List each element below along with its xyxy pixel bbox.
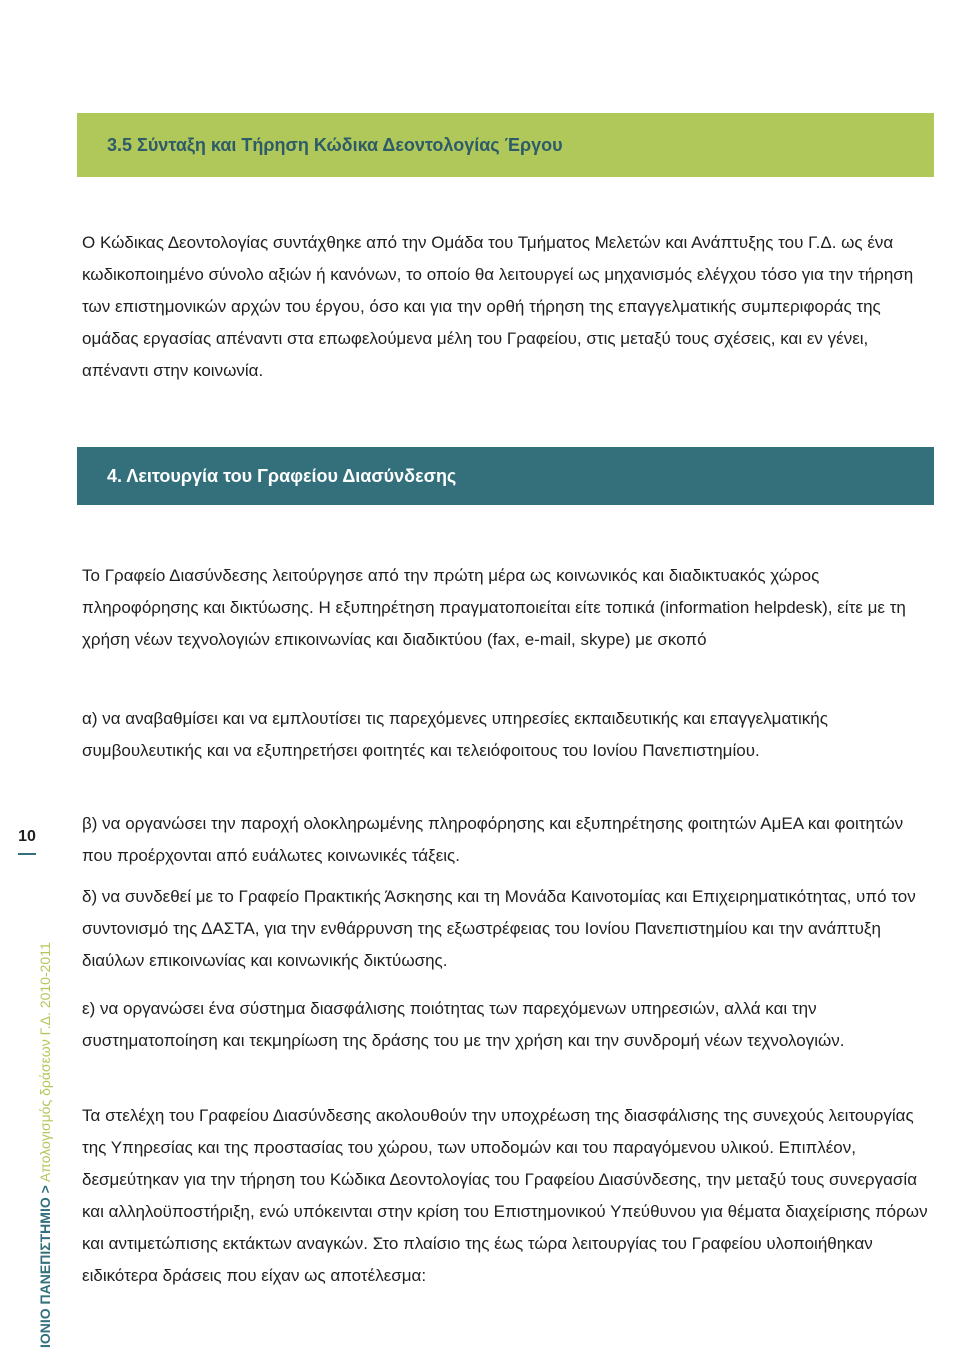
sidebar-running-title <box>37 942 53 1348</box>
goal-item-b: β) να οργανώσει την παροχή ολοκληρωμένης πληροφόρησης και εξυπηρέτησης φοιτητών ΑμΕΑ και φοιτητών που προέρχονται από ευάλωτες κοινωνικές τάξεις. <box>82 814 904 865</box>
code-of-ethics-paragraph: Ο Κώδικας Δεοντολογίας συντάχθηκε από την Ομάδα του Τμήματος Μελετών και Ανάπτυξης του Γ.Δ. ως ένα κωδικοποιημένο σύνολο αξιών ή κανόνων, το οποίο θα λειτουργεί ως μηχανισμός ελέγχου τόσο για την τήρηση των επιστημονικών αρχών του έργου, όσο και για την ορθή τήρηση της επαγγελματικής συμπεριφοράς της ομάδας εργασίας απέναντι στα επωφελούμενα μέλη του Γραφείου, στις μεταξύ τους σχέσεις, και εν γένει, απέναντι στην κοινωνία. <box>82 233 914 380</box>
page-number-rule <box>18 853 36 855</box>
section-3-5-banner <box>77 113 934 177</box>
sidebar-university: ΙΟΝΙΟ ΠΑΝΕΠΙΣΤΗΜΙΟ > <box>37 1185 53 1348</box>
goal-item-d: δ) να συνδεθεί με το Γραφείο Πρακτικής Άσκησης και τη Μονάδα Καινοτομίας και Επιχειρηματικότητας, υπό τον συντονισμό της ΔΑΣΤΑ, για την ενθάρρυνση της εξωστρέφειας του Ιονίου Πανεπιστημίου και την ανάπτυξη διαύλων επικοινωνίας και κοινωνικής δικτύωσης. <box>82 887 916 970</box>
office-operation-paragraph: Το Γραφείο Διασύνδεσης λειτούργησε από την πρώτη μέρα ως κοινωνικός και διαδικτυακός χώρος πληροφόρησης και δικτύωσης. Η εξυπηρέτηση πραγματοποιείται είτε τοπικά (information helpdesk), είτε με τη χρήση νέων τεχνολογιών επικοινωνίας και διαδικτύου (fax, e-mail, skype) με σκοπό <box>82 566 906 649</box>
section-4-title: 4. Λειτουργία του Γραφείου Διασύνδεσης <box>107 465 457 486</box>
section-3-5-title: 3.5 Σύνταξη και Τήρηση Κώδικα Δεοντολογίας Έργου <box>107 134 563 155</box>
section-4-banner <box>77 447 934 505</box>
page-number: 10 <box>18 828 36 845</box>
goal-item-a: α) να αναβαθμίσει και να εμπλουτίσει τις παρεχόμενες υπηρεσίες εκπαιδευτικής και επαγγελματικής συμβουλευτικής και να εξυπηρετήσει φοιτητές και τελειόφοιτους του Ιονίου Πανεπιστημίου. <box>82 709 828 760</box>
staff-obligations-paragraph: Τα στελέχη του Γραφείου Διασύνδεσης ακολουθούν την υποχρέωση της διασφάλισης της συνεχούς λειτουργίας της Υπηρεσίας και της προστασίας του χώρου, των υποδομών και του παραγόμενου υλικού. Επιπλέον, δεσμεύτηκαν για την τήρηση του Κώδικα Δεοντολογίας του Γραφείου Διασύνδεσης, την μεταξύ τους συνεργασία και αλληλοϋποστήριξη, ενώ υπόκεινται στην κρίση του Επιστημονικού Υπεύθυνου για θέματα διαχείρισης πόρων και αντιμετώπισης εκτάκτων αναγκών. Στο πλαίσιο της έως τώρα λειτουργίας του Γραφείου υλοποιήθηκαν ειδικότερα δράσεις που είχαν ως αποτέλεσμα: <box>82 1106 928 1285</box>
sidebar-subtitle: Απολογισμός δράσεων Γ.Δ. 2010-2011 <box>37 942 53 1183</box>
goal-item-e: ε) να οργανώσει ένα σύστημα διασφάλισης ποιότητας των παρεχόμενων υπηρεσιών, αλλά και την συστηματοποίηση και τεκμηρίωση της δράσης του με την χρήση και την συνδρομή νέων τεχνολογιών. <box>82 999 845 1050</box>
